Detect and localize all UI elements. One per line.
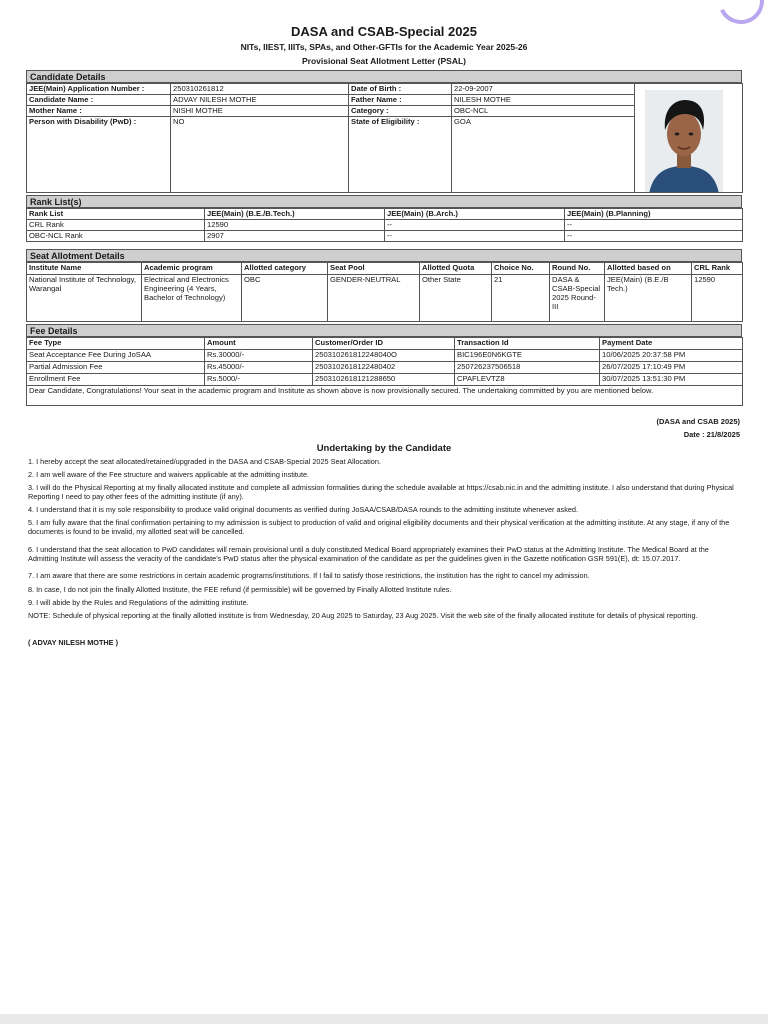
rank-table xyxy=(26,208,743,242)
seat-header: Institute Name xyxy=(27,263,142,275)
fee-cell: 26/07/2025 17:10:49 PM xyxy=(600,362,743,374)
seat-header: Round No. xyxy=(550,263,605,275)
undertaking-item: 6. I understand that the seat allocation to PwD candidates will remain provisional until a duly constituted Medical Board appropriately examines their PwD status at the Admitting Institute. The Medical Board at the Admitting Institute will assess the veracity of the candidate's PwD status after the physical examination of the candidate as per the guidelines given in the Gazette notification GSR 591(E), dt: 15.07.2017. xyxy=(28,545,709,563)
section-fee-details: Fee Details xyxy=(26,324,742,337)
fee-cell: Seat Acceptance Fee During JoSAA xyxy=(27,350,205,362)
undertaking-item: 9. I will abide by the Rules and Regulations of the admitting institute. xyxy=(28,598,249,607)
seat-header: Allotted based on xyxy=(605,263,692,275)
value-quota: Other State xyxy=(420,275,492,322)
section-seat-allotment: Seat Allotment Details xyxy=(26,249,742,262)
table-row xyxy=(27,350,743,362)
fee-header: Fee Type xyxy=(27,338,205,350)
undertaking-item: 2. I am well aware of the Fee structure and waivers applicable at the admitting institute. xyxy=(28,470,310,479)
rank-cell: -- xyxy=(565,231,743,242)
value-category: OBC-NCL xyxy=(452,106,635,117)
fee-cell: 10/06/2025 20:37:58 PM xyxy=(600,350,743,362)
rank-cell: CRL Rank xyxy=(27,220,205,231)
fee-cell: 250310261812128865​0 xyxy=(313,374,455,386)
fee-cell: Enrollment Fee xyxy=(27,374,205,386)
rank-header: JEE(Main) (B.E./B.Tech.) xyxy=(205,209,385,220)
value-dob: 22-09-2007 xyxy=(452,84,635,95)
value-choice-no: 21 xyxy=(492,275,550,322)
value-crl-rank: 12590 xyxy=(692,275,743,322)
bottom-strip xyxy=(0,1014,768,1024)
undertaking-item: 8. In case, I do not join the finally Allotted Institute, the FEE refund (if permissible) will be governed by Finally Allotted Institute rules. xyxy=(28,585,452,594)
rank-header: Rank List xyxy=(27,209,205,220)
fee-cell: CPAFLEVTZ8 xyxy=(455,374,600,386)
undertaking-item: 7. I am aware that there are some restrictions in certain academic programs/institutions. If I fail to satisfy those restrictions, the institution has the right to cancel my admission. xyxy=(28,571,590,580)
fee-cell: BIC196E0N6KGTE xyxy=(455,350,600,362)
undertaking-item: 5. I am fully aware that the final confirmation pertaining to my admission is subject to production of valid and original eligibility documents and their physical verification at the admitting institute. At any stage, if any of the documents is found to be invalid, my allotted seat will be cancelled. xyxy=(28,518,730,536)
label-application-number: JEE(Main) Application Number : xyxy=(27,84,171,95)
fee-cell: 250310261812248040O xyxy=(313,350,455,362)
undertaking-note: NOTE: Schedule of physical reporting at the finally allotted institute is from Wednesday, 20 Aug 2025 to Saturday, 23 Aug 2025. Visit the web site of the finally allocated institute for details of physical reporting. xyxy=(28,611,698,620)
value-seat-pool: GENDER-NEUTRAL xyxy=(328,275,420,322)
rank-cell: -- xyxy=(385,220,565,231)
label-pwd: Person with Disability (PwD) : xyxy=(27,117,171,193)
table-row xyxy=(27,275,743,322)
rank-cell: -- xyxy=(385,231,565,242)
fee-table xyxy=(26,337,743,406)
candidate-table xyxy=(26,83,743,193)
seat-header: CRL Rank xyxy=(692,263,743,275)
value-father-name: NILESH MOTHE xyxy=(452,95,635,106)
value-allotted-based-on: JEE(Main) (B.E./B Tech.) xyxy=(605,275,692,322)
congratulations-note: Dear Candidate, Congratulations! Your seat in the academic program and Institute as shown above is now provisionally secured. The undertaking committed by you are mentioned below. xyxy=(27,386,743,406)
undertaking-title: Undertaking by the Candidate xyxy=(316,443,452,454)
undertaking-item: 3. I will do the Physical Reporting at my finally allocated institute and complete all admission formalities during the schedule available at https://csab.nic.in and the admitting institute. I also understand that during Physical Reporting I need to pay other fees of the admitting institute (if any). xyxy=(28,483,734,501)
sign-date: Date : 21/8/2025 xyxy=(683,430,740,439)
value-round-no: DASA & CSAB-Special 2025 Round-III xyxy=(550,275,605,322)
fee-cell: 250726237506518 xyxy=(455,362,600,374)
rank-cell: 12590 xyxy=(205,220,385,231)
table-row xyxy=(27,374,743,386)
label-father-name: Father Name : xyxy=(349,95,452,106)
label-mother-name: Mother Name : xyxy=(27,106,171,117)
label-state-eligibility: State of Eligibility : xyxy=(349,117,452,193)
seat-table xyxy=(26,262,743,322)
fee-cell: Rs.30000/- xyxy=(205,350,313,362)
value-institute: National Institute of Technology, Warangal xyxy=(27,275,142,322)
fee-cell: 250310261812248040​2 xyxy=(313,362,455,374)
fee-header: Payment Date xyxy=(600,338,743,350)
fee-cell: Rs.45000/- xyxy=(205,362,313,374)
table-row xyxy=(27,362,743,374)
photo-cell xyxy=(635,84,743,193)
document-subtitle: NITs, IIEST, IIITs, SPAs, and Other-GFTIs for the Academic Year 2025-26 xyxy=(240,42,528,52)
rank-cell: OBC-NCL Rank xyxy=(27,231,205,242)
rank-header: JEE(Main) (B.Planning) xyxy=(565,209,743,220)
undertaking-item: 4. I understand that it is my sole responsibility to produce valid original documents as verified during JoSAA/CSAB/DASA rounds to the admitting institute whenever asked. xyxy=(28,505,578,514)
fee-header: Amount xyxy=(205,338,313,350)
letter-title: Provisional Seat Allotment Letter (PSAL) xyxy=(301,56,467,66)
label-dob: Date of Birth : xyxy=(349,84,452,95)
fee-header: Transaction Id xyxy=(455,338,600,350)
value-mother-name: NISHI MOTHE xyxy=(171,106,349,117)
value-state-eligibility: GOA xyxy=(452,117,635,193)
fee-cell: 30/07/2025 13:51:30 PM xyxy=(600,374,743,386)
rank-cell: 2907 xyxy=(205,231,385,242)
rank-header: JEE(Main) (B.Arch.) xyxy=(385,209,565,220)
table-row xyxy=(27,220,743,231)
candidate-signature: ( ADVAY NILESH MOTHE ) xyxy=(28,638,119,647)
fee-cell: Partial Admission Fee xyxy=(27,362,205,374)
label-category: Category : xyxy=(349,106,452,117)
sign-org: (DASA and CSAB 2025) xyxy=(656,417,740,426)
seat-header: Allotted Quota xyxy=(420,263,492,275)
label-candidate-name: Candidate Name : xyxy=(27,95,171,106)
table-row xyxy=(27,231,743,242)
seat-header: Academic program xyxy=(142,263,242,275)
value-program: Electrical and Electronics Engineering (4 Years, Bachelor of Technology) xyxy=(142,275,242,322)
fee-header: Customer/Order ID xyxy=(313,338,455,350)
document-title: DASA and CSAB-Special 2025 xyxy=(291,24,477,39)
value-allotted-category: OBC xyxy=(242,275,328,322)
section-rank-list: Rank List(s) xyxy=(26,195,742,208)
seat-header: Choice No. xyxy=(492,263,550,275)
undertaking-item: 1. I hereby accept the seat allocated/retained/upgraded in the DASA and CSAB-Special 2025 Seat Allocation. xyxy=(28,457,381,466)
fee-cell: Rs.5000/- xyxy=(205,374,313,386)
value-application-number: 250310261812 xyxy=(171,84,349,95)
seat-header: Seat Pool xyxy=(328,263,420,275)
value-pwd: NO xyxy=(171,117,349,193)
candidate-photo xyxy=(645,90,723,193)
section-candidate-details: Candidate Details xyxy=(26,70,742,83)
seat-header: Allotted category xyxy=(242,263,328,275)
rank-cell: -- xyxy=(565,220,743,231)
value-candidate-name: ADVAY NILESH MOTHE xyxy=(171,95,349,106)
